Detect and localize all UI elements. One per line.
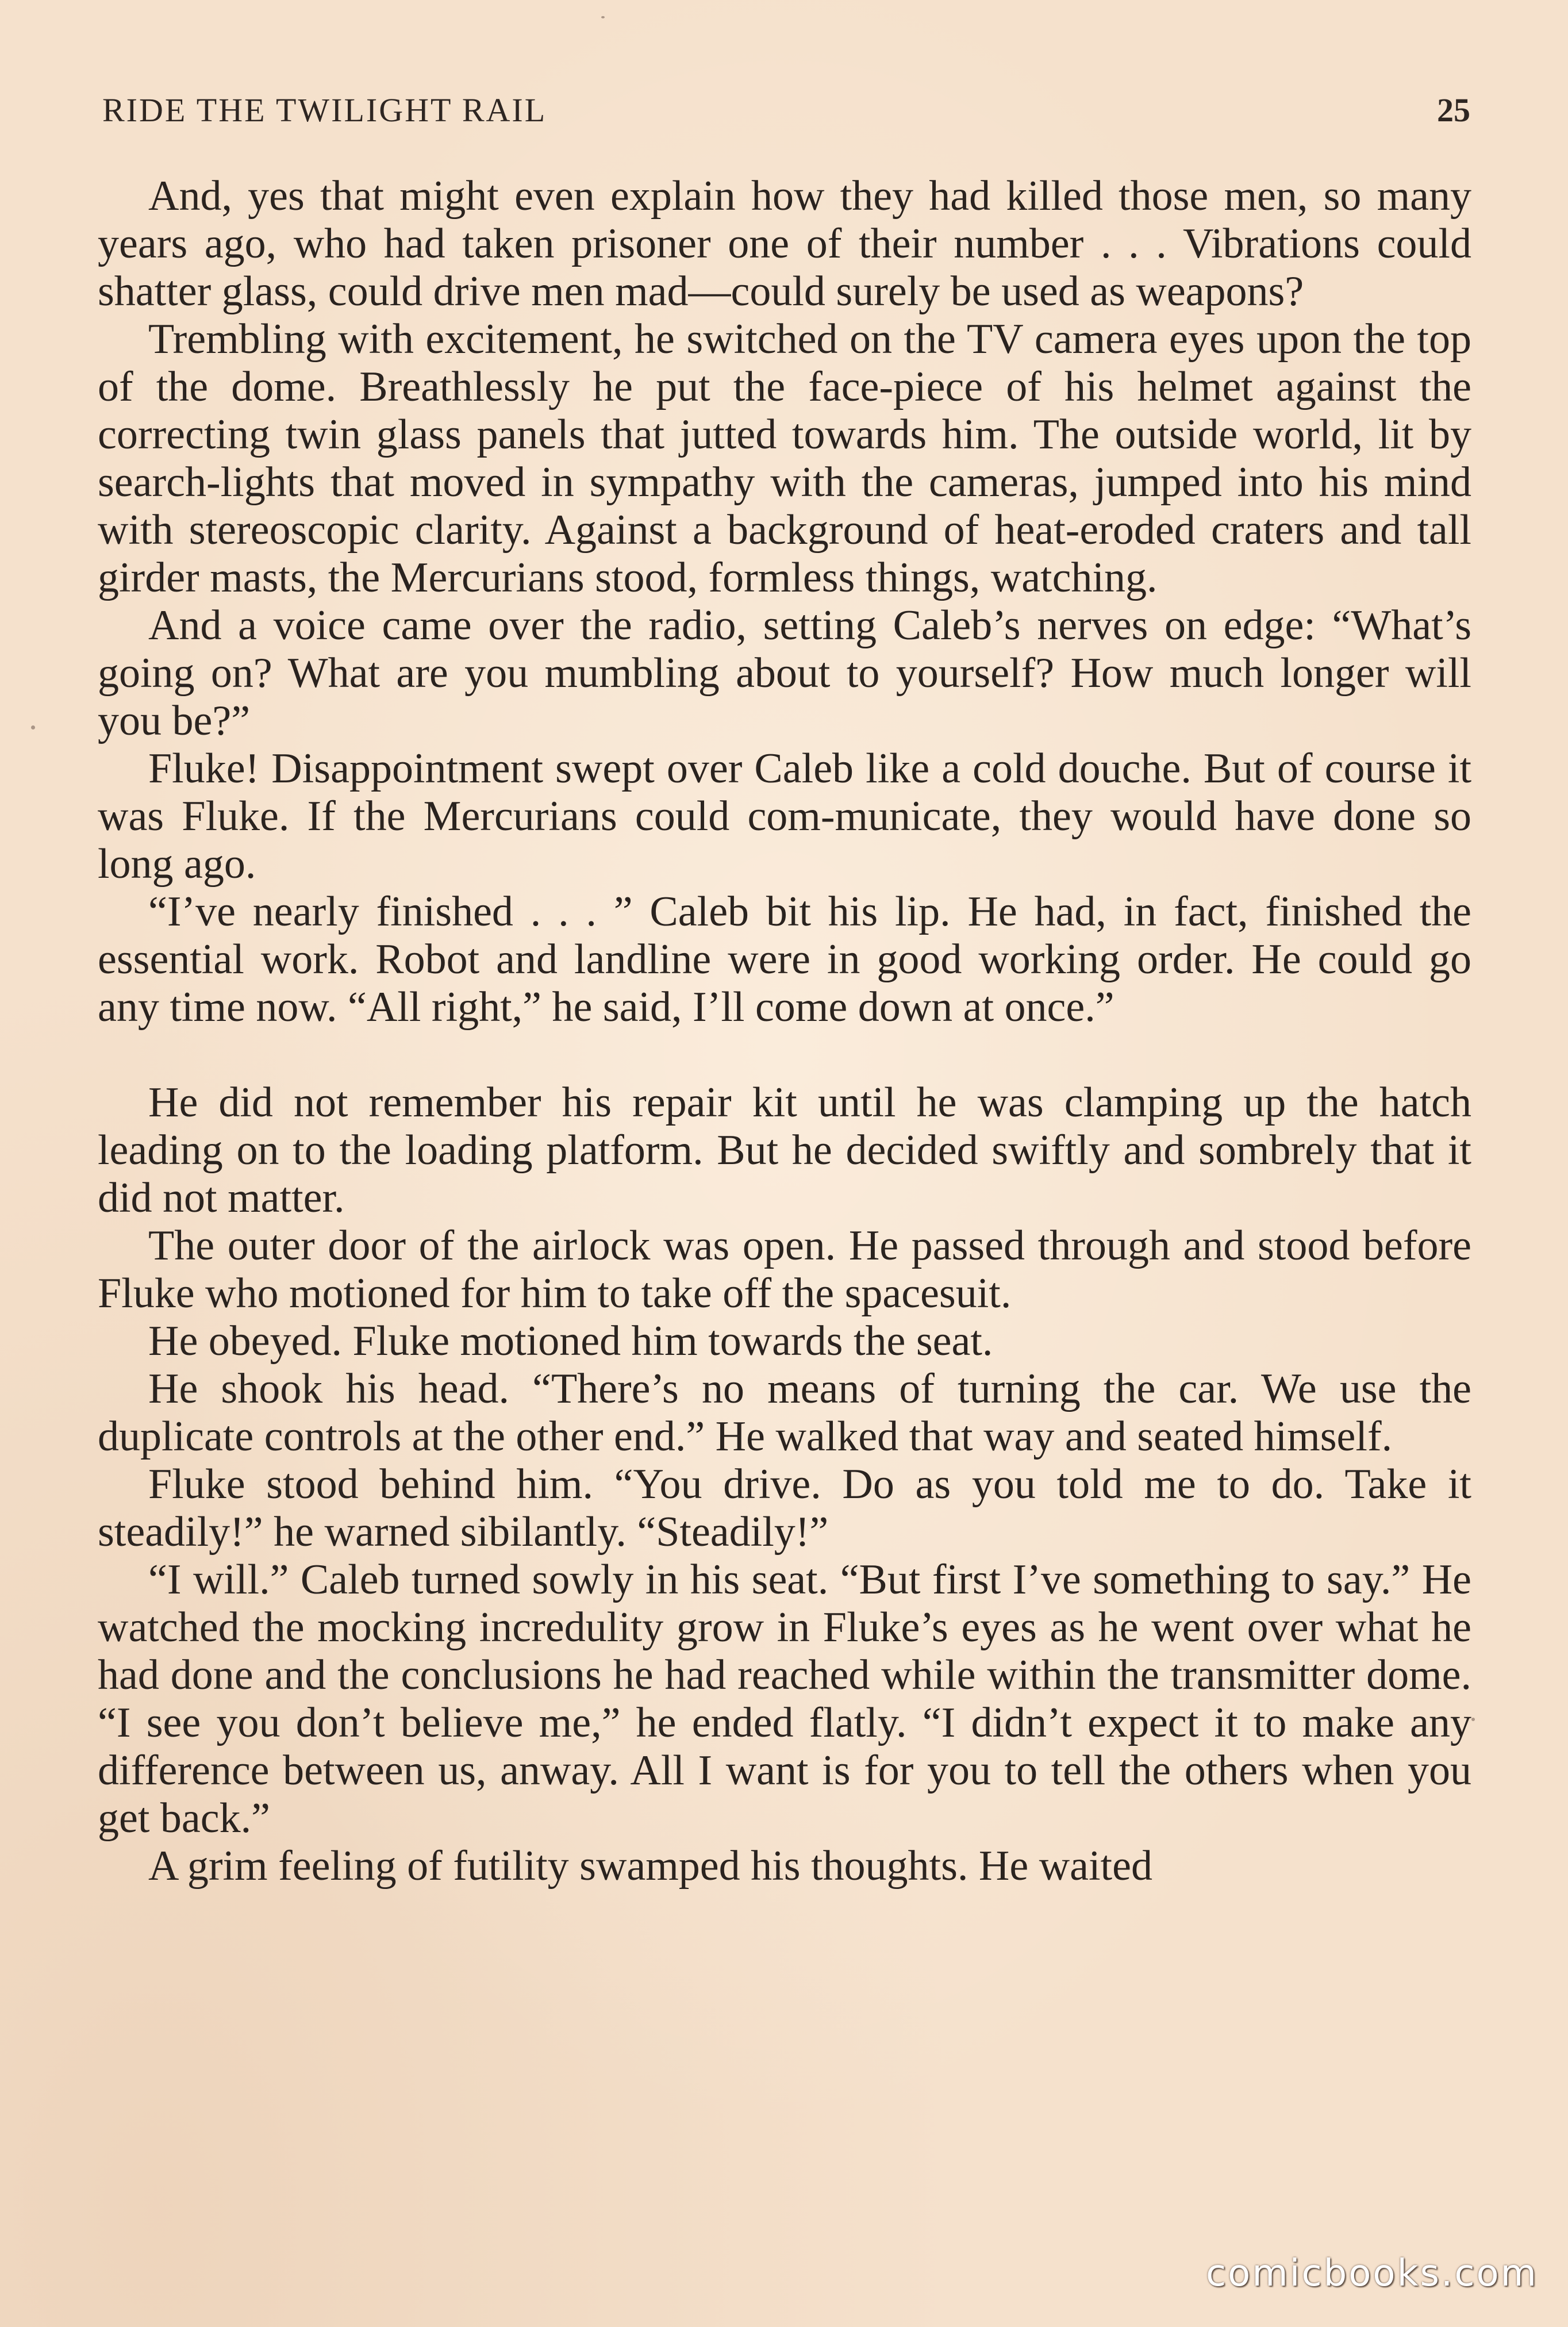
watermark: comicbooks.com	[1205, 2252, 1538, 2295]
paragraph: He obeyed. Fluke motioned him towards the seat.	[148, 1318, 993, 1365]
paragraph: “I will.” Caleb turned sowly in his seat. “But first I’ve something to say.” He watched the mocking incredulity grow in Fluke’s eyes as he went over what he had done and the conclusions he had reached while within the transmitter dome. “I see you don’t believe me,” he ended flatly. “I didn’t expect it to make any difference between us, anway. All I want is for you to tell the others when you get back.”	[98, 1556, 1471, 1842]
paragraph: And a voice came over the radio, setting Caleb’s nerves on edge: “What’s going on? What are you mumbling about to yourself? How much longer will you be?”	[98, 602, 1471, 744]
paragraph: Trembling with excitement, he switched on the TV camera eyes upon the top of the dome. Breathlessly he put the face-piece of his helmet against the correcting twin glass panels that jutted towards him. The outside world, lit by search-lights that moved in sympathy with the cameras, jumped into his mind with stereoscopic clarity. Against a background of heat-eroded craters and tall girder masts, the Mercurians stood, formless things, watching.	[98, 316, 1471, 601]
paper-speck	[31, 725, 35, 729]
paragraph: He did not remember his repair kit until he was clamping up the hatch leading on to the loading platform. But he decided swiftly and sombrely that it did not matter.	[98, 1079, 1471, 1222]
body-text	[98, 172, 1471, 1890]
paper-speck	[601, 16, 605, 18]
paragraph: He shook his head. “There’s no means of turning the car. We use the duplicate controls at the other end.” He walked that way and seated himself.	[98, 1365, 1471, 1460]
paragraph: And, yes that might even explain how they had killed those men, so many years ago, who had taken prisoner one of their number . . . Vibrations could shatter glass, could drive men mad—could surely be used as weapons?	[98, 172, 1471, 315]
paragraph: “I’ve nearly finished . . . ” Caleb bit his lip. He had, in fact, finished the essential work. Robot and landline were in good working order. He could go any time now. “All right,” he said, I’ll come down at once.”	[98, 888, 1471, 1031]
running-head	[102, 91, 1470, 137]
paper-speck	[1471, 1718, 1475, 1721]
paragraph: The outer door of the airlock was open. He passed through and stood before Fluke who motioned for him to take off the spacesuit.	[98, 1222, 1471, 1317]
page-number: 25	[1437, 91, 1470, 129]
paragraph: Fluke! Disappointment swept over Caleb like a cold douche. But of course it was Fluke. If the Mercurians could com-municate, they would have done so long ago.	[98, 745, 1471, 888]
paragraph: A grim feeling of futility swamped his thoughts. He waited	[148, 1842, 1152, 1890]
running-head-title: RIDE THE TWILIGHT RAIL	[102, 91, 547, 129]
paragraph: Fluke stood behind him. “You drive. Do as you told me to do. Take it steadily!” he warned sibilantly. “Steadily!”	[98, 1461, 1471, 1556]
